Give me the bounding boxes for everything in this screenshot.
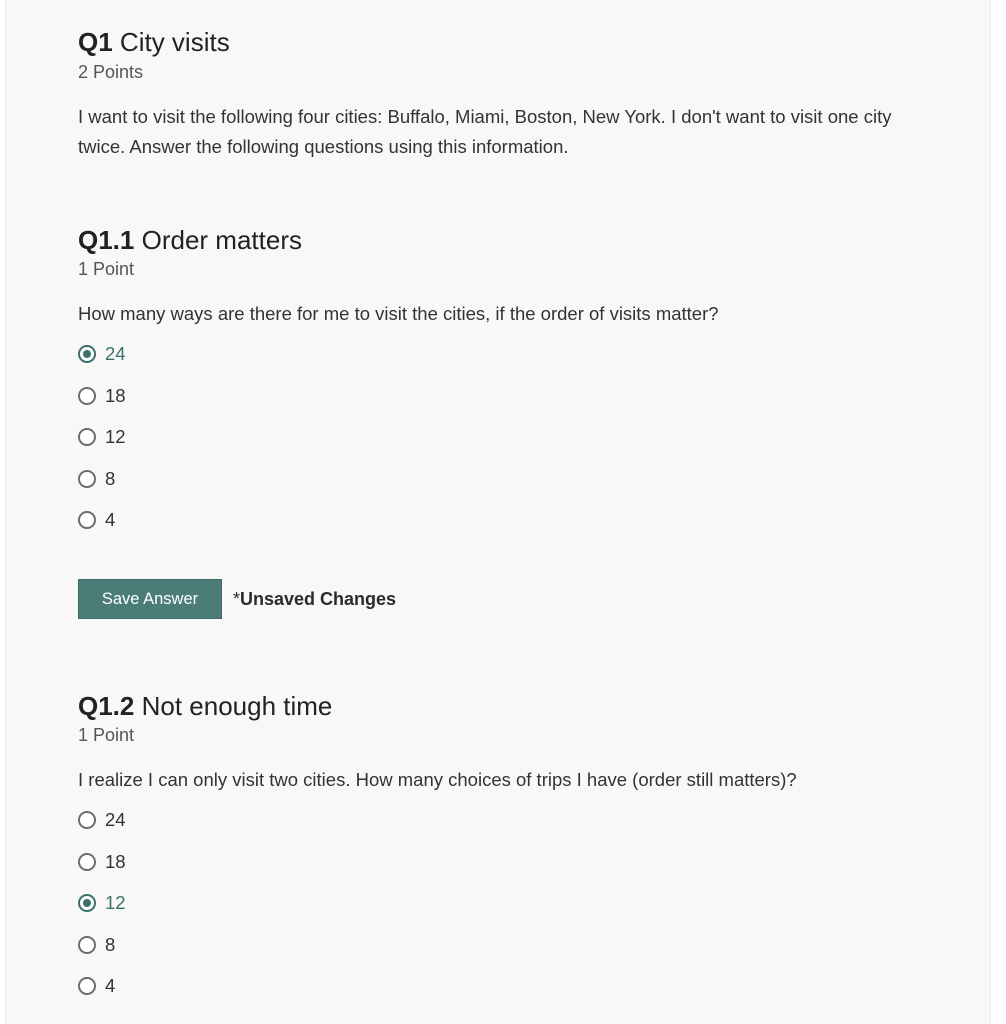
radio-unselected-icon[interactable] (78, 853, 96, 871)
radio-unselected-icon[interactable] (78, 511, 96, 529)
q1-1-option-18[interactable] (78, 384, 126, 408)
option-label: 4 (105, 509, 116, 530)
save-row (78, 579, 396, 619)
q1-2-option-18[interactable] (78, 850, 126, 874)
q1-1-option-4[interactable] (78, 508, 115, 532)
q1-1-points: 1 Point (78, 259, 135, 279)
q1-1-option-24[interactable] (78, 342, 126, 366)
radio-unselected-icon[interactable] (78, 811, 96, 829)
question-page (5, 0, 991, 1024)
q1-1-prompt: How many ways are there for me to visit the cities, if the order of visits matter? (78, 303, 719, 324)
radio-unselected-icon[interactable] (78, 387, 96, 405)
radio-selected-icon[interactable] (78, 345, 96, 363)
q1-title: City visits (119, 27, 230, 57)
option-label: 24 (105, 343, 126, 364)
radio-unselected-icon[interactable] (78, 936, 96, 954)
q1-2-number: Q1.2 (78, 691, 135, 721)
q1-2-points: 1 Point (78, 725, 135, 745)
radio-selected-icon[interactable] (78, 894, 96, 912)
radio-unselected-icon[interactable] (78, 470, 96, 488)
q1-prompt: I want to visit the following four cities: Buffalo, Miami, Boston, New York. I don't want to visit one city twice. Answer the following questions using this information. (78, 106, 892, 157)
option-label: 18 (105, 851, 126, 872)
q1-heading (78, 26, 230, 58)
q1-1-number: Q1.1 (78, 225, 135, 255)
q1-2-option-4[interactable] (78, 974, 115, 998)
option-label: 12 (105, 892, 126, 913)
option-label: 8 (105, 934, 116, 955)
q1-2-title: Not enough time (141, 691, 333, 721)
q1-1-title: Order matters (141, 225, 302, 255)
q1-1-heading (78, 224, 302, 256)
q1-2-option-8[interactable] (78, 933, 115, 957)
q1-number: Q1 (78, 27, 113, 57)
option-label: 8 (105, 468, 116, 489)
q1-2-option-24[interactable] (78, 808, 126, 832)
q1-2-heading (78, 690, 332, 722)
radio-unselected-icon[interactable] (78, 428, 96, 446)
option-label: 18 (105, 385, 126, 406)
unsaved-text: Unsaved Changes (240, 588, 397, 609)
option-label: 24 (105, 809, 126, 830)
option-label: 12 (105, 426, 126, 447)
save-answer-button[interactable]: Save Answer (78, 579, 222, 619)
q1-2-prompt: I realize I can only visit two cities. How many choices of trips I have (order still matters)? (78, 769, 797, 790)
radio-unselected-icon[interactable] (78, 977, 96, 995)
unsaved-star: * (233, 588, 241, 609)
q1-points: 2 Points (78, 62, 144, 82)
q1-2-option-12[interactable] (78, 891, 126, 915)
q1-1-option-12[interactable] (78, 425, 126, 449)
q1-1-option-8[interactable] (78, 467, 115, 491)
unsaved-changes-indicator (233, 589, 396, 610)
option-label: 4 (105, 975, 116, 996)
